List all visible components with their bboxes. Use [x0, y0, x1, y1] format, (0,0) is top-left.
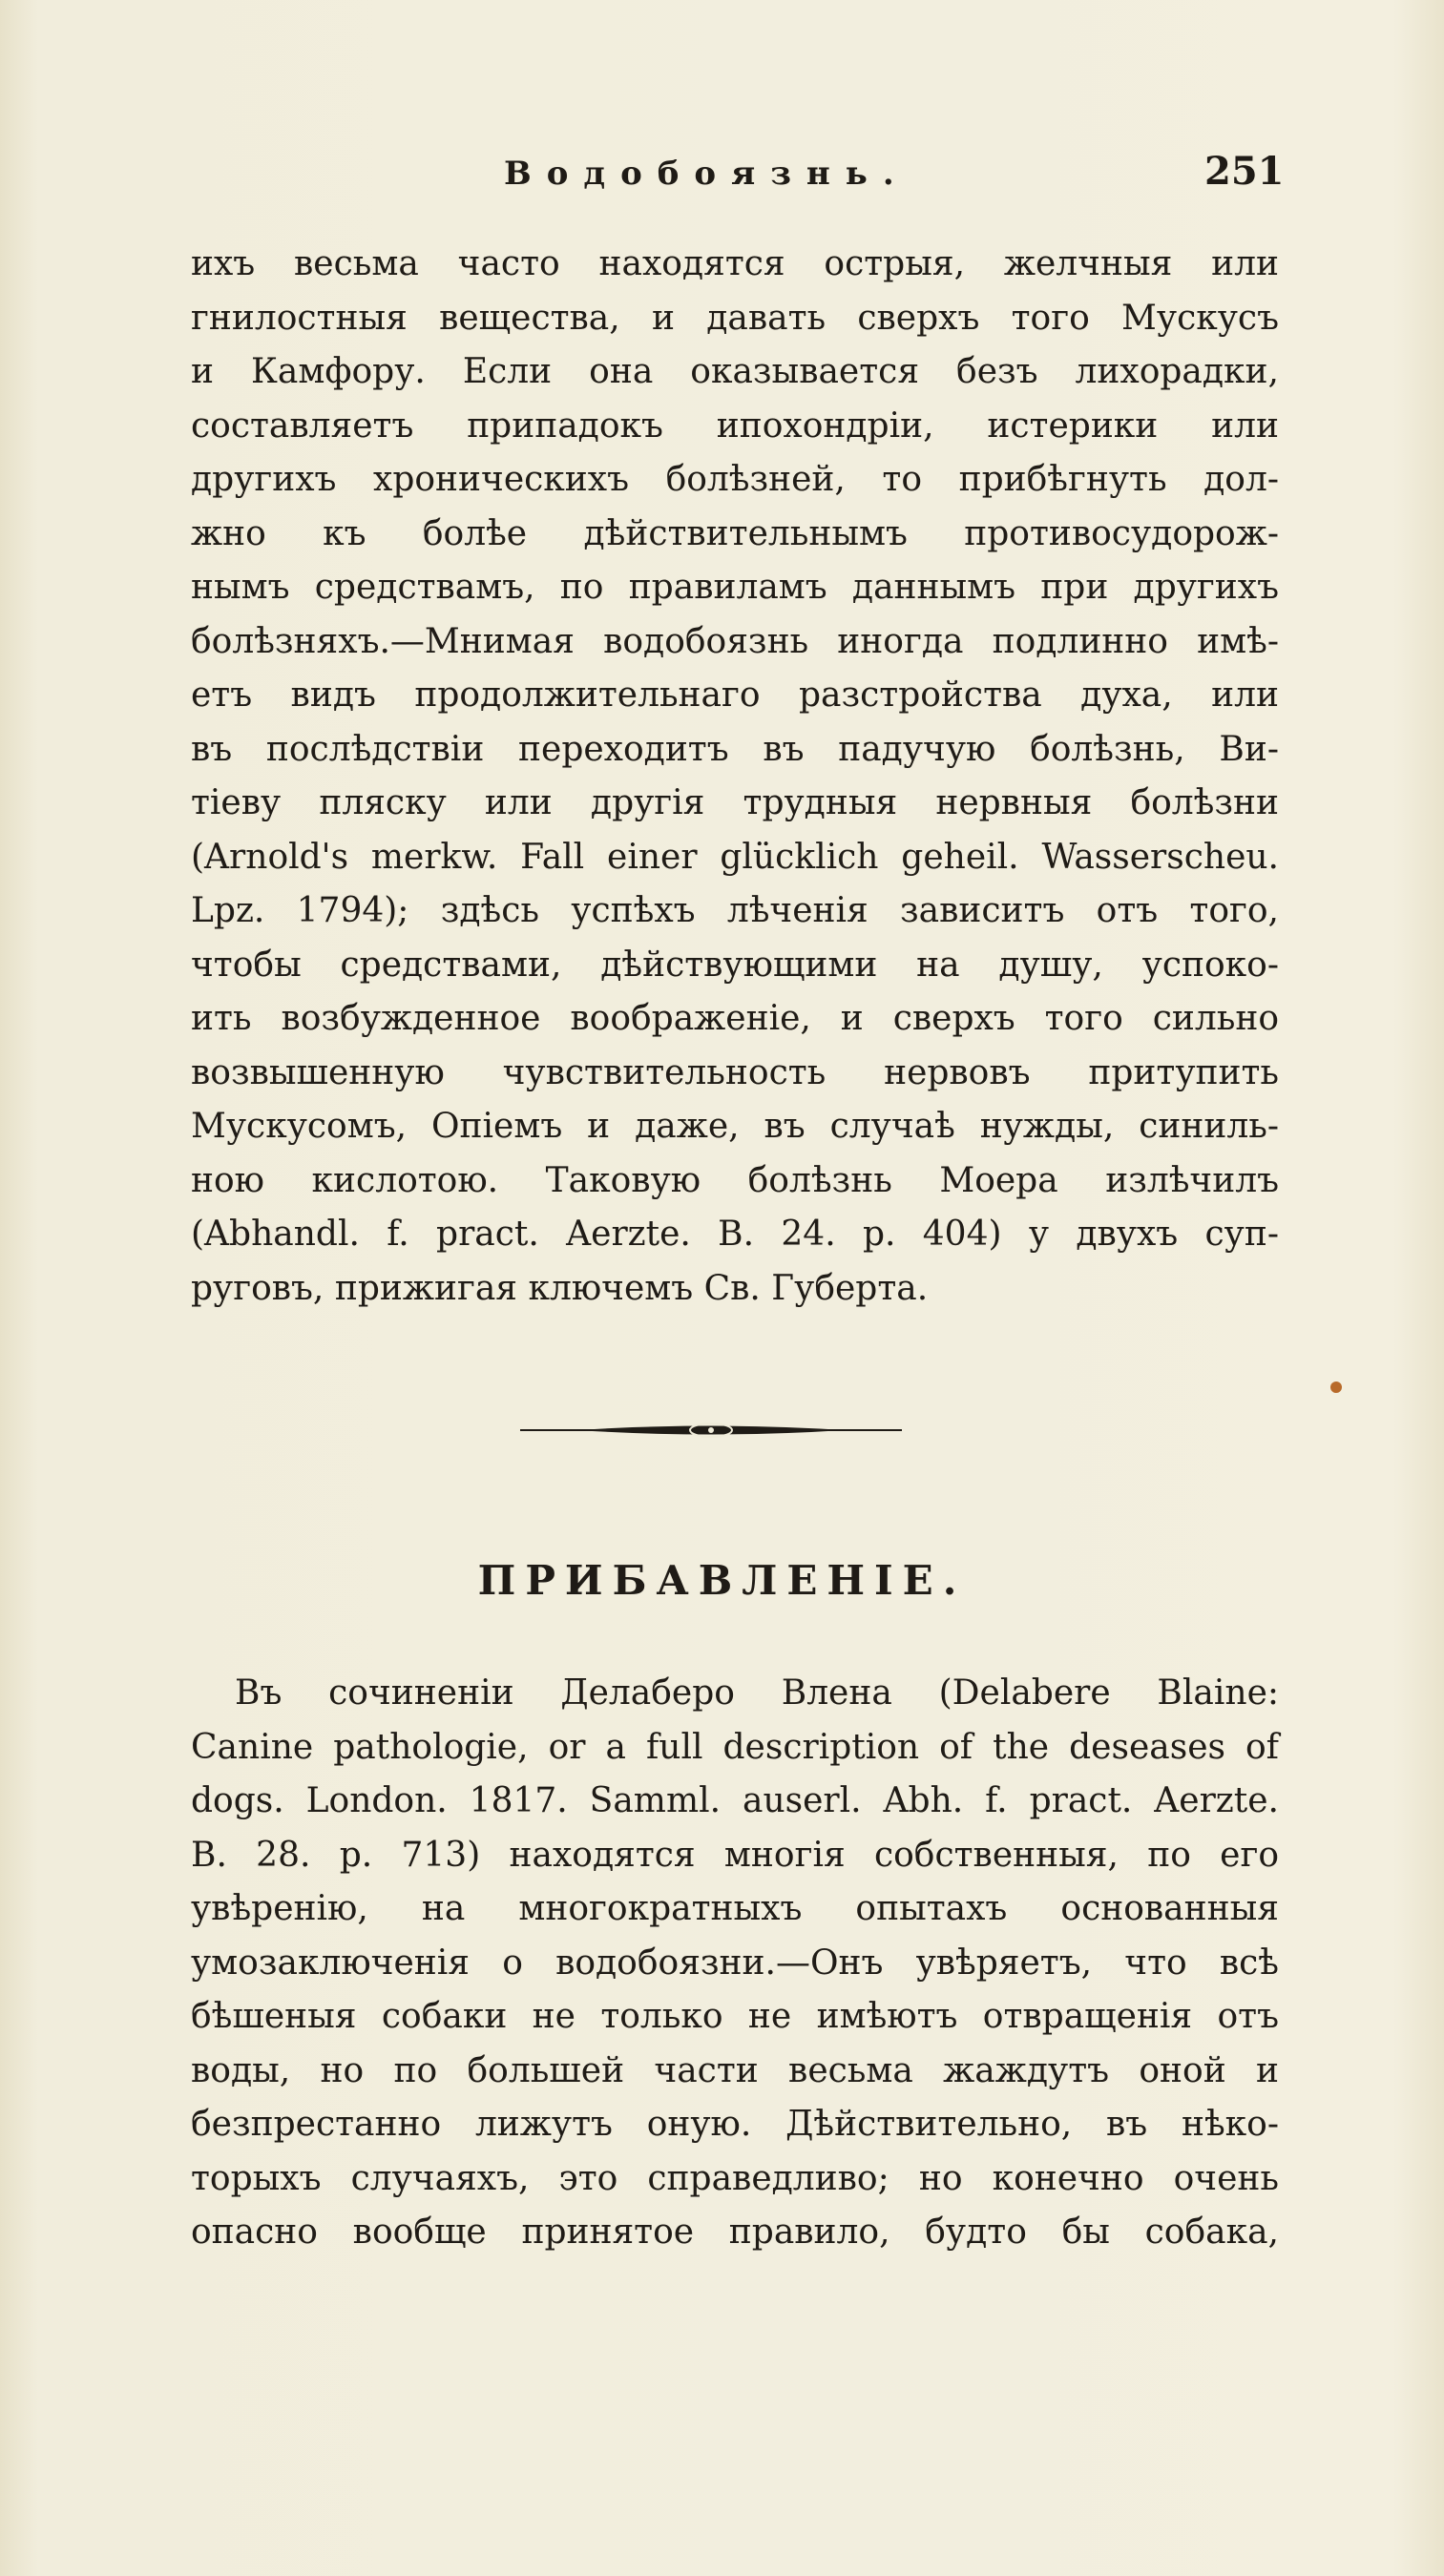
text-line: опасно вообще принятое правило, будто бы собака, [191, 2212, 1279, 2252]
text-line: dogs. London. 1817. Samml. auserl. Abh. f. pract. Aerzte. [191, 1781, 1279, 1820]
text-line: торыхъ случаяхъ, это справедливо; но конечно очень [191, 2158, 1279, 2198]
text-line: болѣзняхъ.—Мнимая водобоязнь иногда подлинно имѣ- [191, 621, 1279, 661]
text-line: безпрестанно лижутъ оную. Дѣйствительно, въ нѣко- [191, 2105, 1279, 2144]
text-line: гнилостныя вещества, и давать сверхъ того Мускусъ [191, 298, 1279, 338]
text-line: жно къ болѣе дѣйствительнымъ противосудорож- [191, 513, 1279, 553]
text-line: Въ сочиненіи Делаберо Влена (Delabere Blaine: [235, 1673, 1279, 1713]
text-line: чтобы средствами, дѣйствующими на душу, успоко- [191, 945, 1279, 985]
text-line: Lpz. 1794); здѣсь успѣхъ лѣченія зависитъ отъ того, [191, 891, 1279, 930]
running-head [0, 143, 1444, 200]
ornamental-rule [520, 1416, 902, 1444]
ink-speck [1330, 1381, 1342, 1393]
section-title: ПРИБАВЛЕНІЕ. [477, 1557, 967, 1604]
text-line: въ послѣдствіи переходитъ въ падучую болѣзнь, Ви- [191, 729, 1279, 769]
text-line: тіеву пляску или другія трудныя нервныя болѣзни [191, 783, 1279, 822]
paragraph-1 [191, 238, 1279, 1316]
text-line: (Arnold's merkw. Fall einer glücklich geheil. Wasserscheu. [191, 837, 1279, 877]
paragraph-2 [191, 1667, 1279, 2260]
text-line: Canine pathologie, or a full description of the deseases of [191, 1727, 1279, 1767]
text-line: нымъ средствамъ, по правиламъ даннымъ при другихъ [191, 568, 1279, 607]
running-title: Водобоязнь. [504, 155, 910, 193]
text-line: руговъ, прижигая ключемъ Св. Губерта. [191, 1268, 929, 1308]
text-line: B. 28. p. 713) находятся многія собственныя, по его [191, 1835, 1279, 1875]
text-line: увѣренію, на многократныхъ опытахъ основанныя [191, 1889, 1279, 1928]
text-line: возвышенную чувствительность нервовъ притупить [191, 1052, 1279, 1092]
text-line: составляетъ припадокъ ипохондріи, истерики или [191, 405, 1279, 446]
text-line: етъ видъ продолжительнаго разстройства духа, или [191, 675, 1279, 715]
text-line: ихъ весьма часто находятся острыя, желчныя или [191, 244, 1279, 283]
text-line: (Abhandl. f. pract. Aerzte. B. 24. p. 404) у двухъ суп- [191, 1215, 1279, 1254]
text-line: воды, но по большей части весьма жаждутъ оной и [191, 2050, 1279, 2090]
text-line: и Камфору. Если она оказывается безъ лихорадки, [191, 352, 1279, 391]
text-line: ить возбужденное воображеніе, и сверхъ того сильно [191, 999, 1279, 1038]
text-line: другихъ хроническихъ болѣзней, то прибѣгнуть дол- [191, 460, 1279, 499]
text-line: умозаключенія о водобоязни.—Онъ увѣряетъ, что всѣ [191, 1942, 1279, 1983]
text-line: ною кислотою. Таковую болѣзнь Моера излѣчилъ [191, 1160, 1279, 1200]
page-number: 251 [1204, 149, 1285, 194]
text-line: Мускусомъ, Опіемъ и даже, въ случаѣ нужды, синиль- [191, 1107, 1279, 1146]
text-line: бѣшеныя собаки не только не имѣютъ отвращенія отъ [191, 1997, 1279, 2036]
